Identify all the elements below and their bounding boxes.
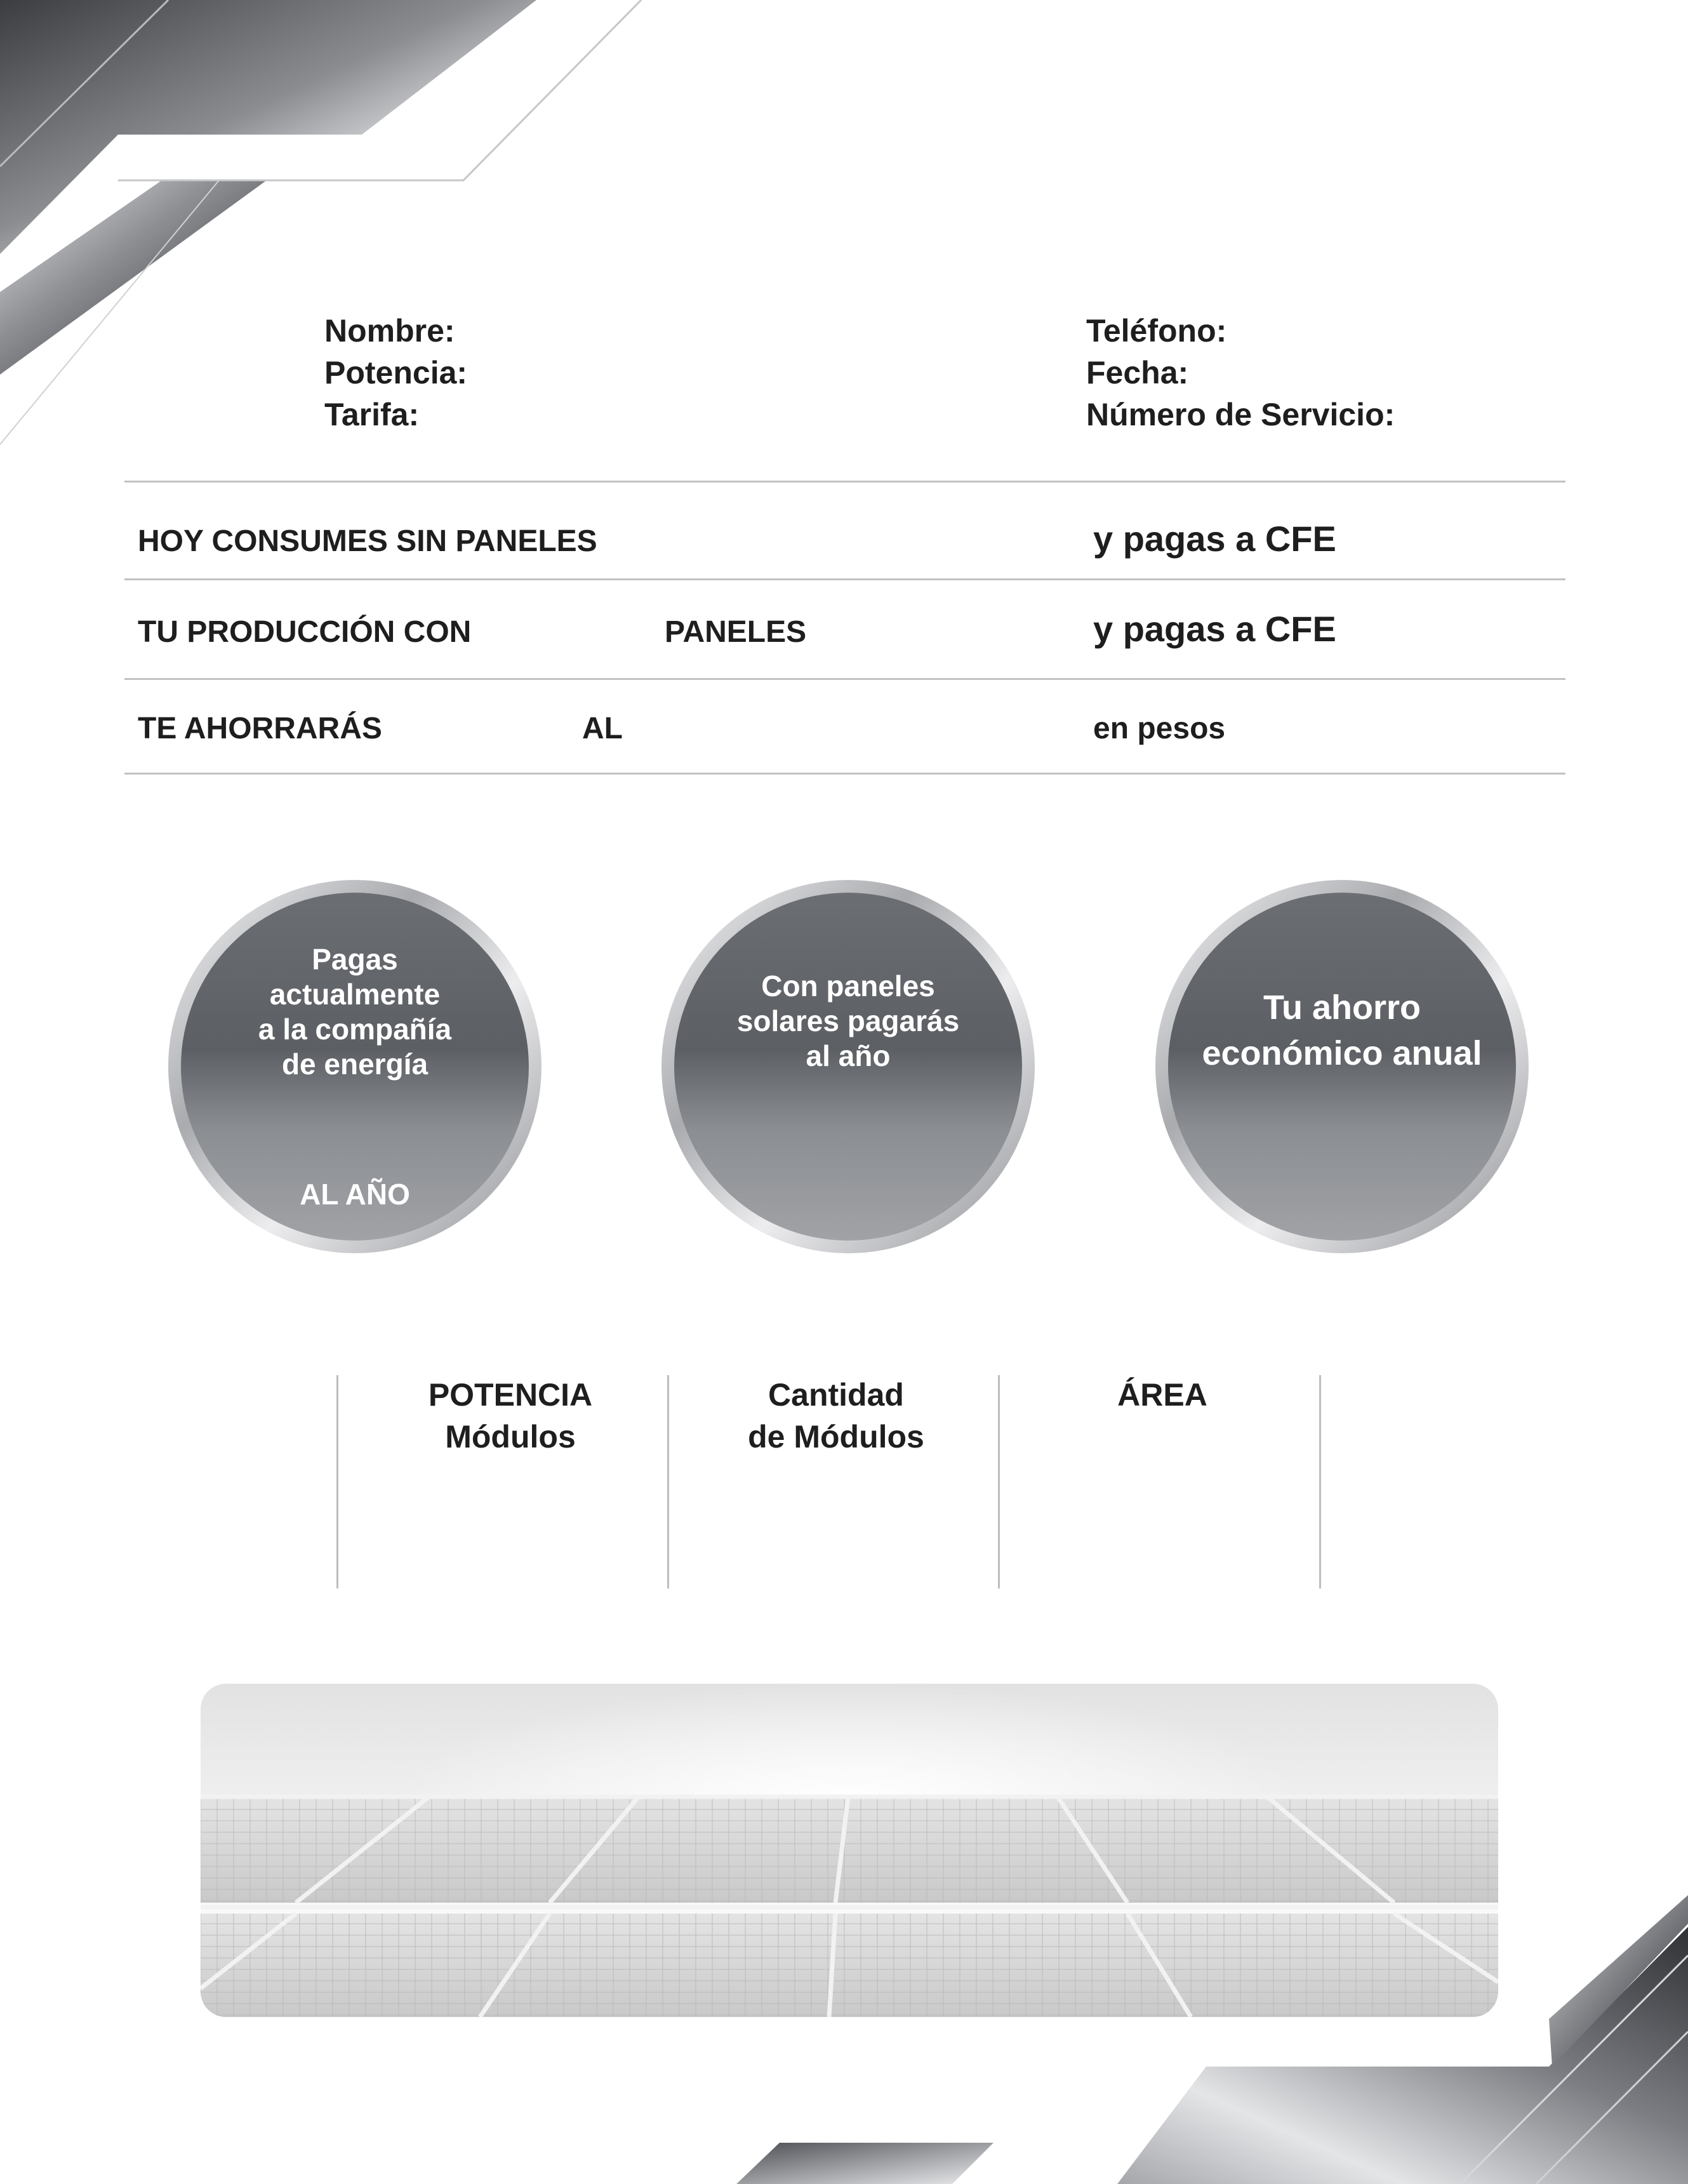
fecha-label: Fecha: <box>1086 355 1189 390</box>
row3-left-label: TE AHORRARÁS <box>138 712 382 745</box>
spec-area-line-1: ÁREA <box>1117 1377 1207 1413</box>
with-panels-circle-inner <box>674 893 1022 1241</box>
spec-potencia-line-1: POTENCIA <box>428 1377 593 1413</box>
row2-middle-label: PANELES <box>665 615 807 649</box>
row1-right-label: y pagas a CFE <box>1093 519 1336 559</box>
current-payment-line-3: a la compañía <box>258 1013 452 1046</box>
spec-divider-3 <box>998 1375 1000 1588</box>
with-panels-line-2: solares pagarás <box>736 1004 960 1037</box>
tarifa-label: Tarifa: <box>324 397 420 432</box>
nombre-label: Nombre: <box>324 313 455 349</box>
with-panels-line-3: al año <box>806 1039 891 1072</box>
with-panels-line-1: Con paneles <box>761 969 935 1002</box>
current-payment-footer: AL AÑO <box>300 1178 410 1211</box>
annual-savings-circle <box>1155 880 1529 1253</box>
current-payment-text <box>206 942 503 1082</box>
telefono-label: Teléfono: <box>1086 313 1227 349</box>
spec-divider-2 <box>667 1375 669 1588</box>
spec-potencia-line-2: Módulos <box>445 1419 576 1455</box>
solar-panels-photo <box>201 1684 1498 2017</box>
bottom-center-band <box>736 2143 994 2184</box>
divider-bottom <box>124 773 1565 775</box>
spec-divider-4 <box>1319 1375 1321 1588</box>
solar-panels-illustration <box>201 1684 1498 2017</box>
spec-divider-1 <box>336 1375 338 1588</box>
current-payment-line-2: actualmente <box>269 978 441 1011</box>
spec-cantidad-line-1: Cantidad <box>768 1377 904 1413</box>
row2-right-label: y pagas a CFE <box>1093 609 1336 649</box>
spec-area-heading <box>1029 1374 1296 1416</box>
current-payment-line-4: de energía <box>281 1048 429 1081</box>
row3-right-label: en pesos <box>1093 712 1226 745</box>
top-left-dark-band <box>0 0 536 254</box>
row2-left-label: TU PRODUCCIÓN CON <box>138 615 472 649</box>
annual-savings-line-1: Tu ahorro <box>1263 989 1421 1027</box>
current-payment-circle-inner <box>181 893 529 1241</box>
annual-savings-circle-inner <box>1168 893 1516 1241</box>
divider-top <box>124 481 1565 483</box>
annual-savings-text <box>1193 985 1491 1076</box>
row1-left-label: HOY CONSUMES SIN PANELES <box>138 524 597 558</box>
potencia-label: Potencia: <box>324 355 468 390</box>
divider-row2 <box>124 678 1565 680</box>
numero-servicio-label: Número de Servicio: <box>1086 397 1395 432</box>
current-payment-circle <box>168 880 542 1253</box>
spec-cantidad-heading <box>703 1374 969 1458</box>
annual-savings-line-2: económico anual <box>1202 1034 1482 1072</box>
with-panels-circle <box>661 880 1035 1253</box>
divider-row1 <box>124 578 1565 580</box>
current-payment-line-1: Pagas <box>312 943 398 976</box>
with-panels-text <box>700 969 997 1074</box>
row3-middle-label: AL <box>582 712 623 745</box>
spec-potencia-heading <box>377 1374 644 1458</box>
spec-cantidad-line-2: de Módulos <box>748 1419 924 1455</box>
